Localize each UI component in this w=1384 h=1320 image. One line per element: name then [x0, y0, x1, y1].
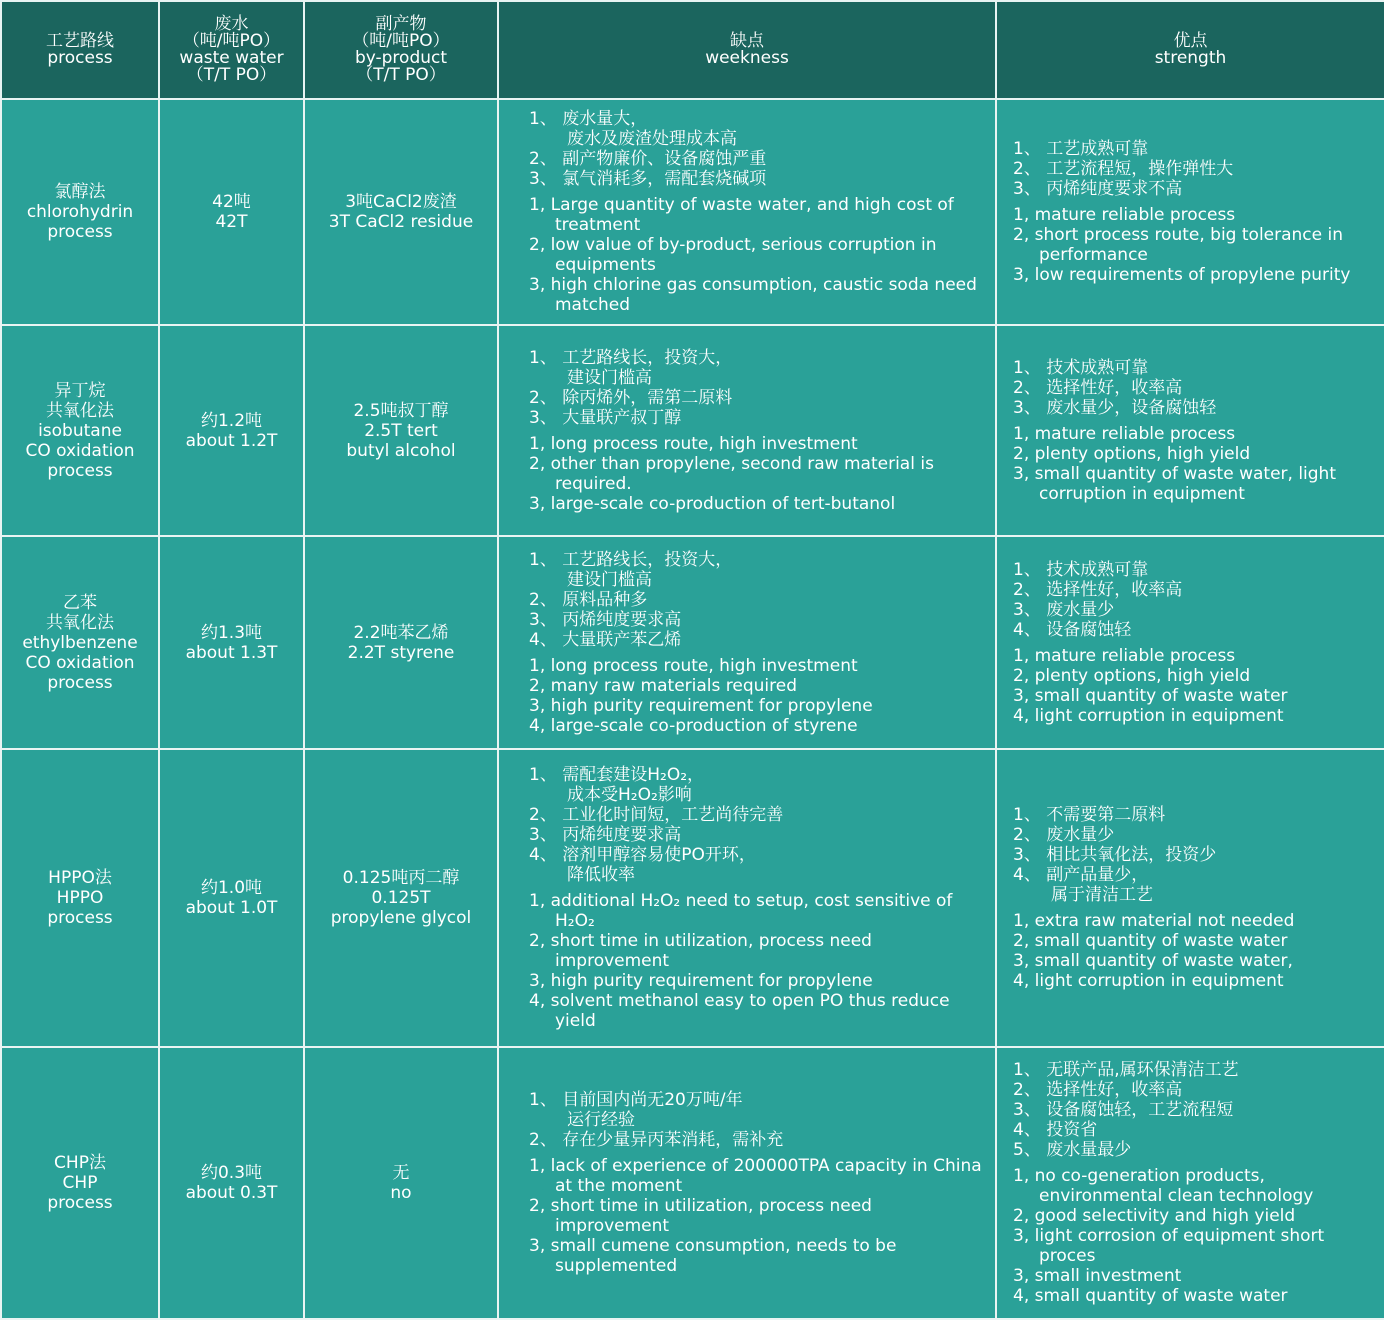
list-item: 1、 工艺路线长，投资大， 建设门槛高 — [529, 347, 733, 388]
header-line: waste water — [179, 48, 284, 68]
waste-water-cell — [159, 99, 304, 325]
waste-line: about 0.3T — [185, 1183, 278, 1203]
process-line: CHP法 — [54, 1153, 106, 1173]
weakness-cell — [498, 1047, 996, 1319]
process-line: HPPO法 — [48, 868, 112, 888]
list-item: 1、 工艺路线长，投资大， 建设门槛高 — [529, 549, 733, 590]
weakness-cell — [498, 749, 996, 1047]
header-line: 废水 — [214, 14, 249, 34]
list-item: 2、 副产物廉价、设备腐蚀严重 — [529, 149, 767, 169]
list-item: 1、 工艺成熟可靠 — [1013, 139, 1149, 159]
list-item: 2、 除丙烯外，需第二原料 — [529, 387, 733, 408]
weakness-list-cn — [529, 348, 989, 428]
process-cell — [1, 1047, 159, 1319]
waste-line: 约0.3吨 — [200, 1163, 263, 1183]
list-item: 4、 溶剂甲醇容易使PO开环， 降低收率 — [529, 845, 756, 885]
list-item: 3, high purity requirement for propylene — [529, 695, 873, 716]
weakness-list-en — [529, 434, 989, 514]
strength-list-en — [1013, 911, 1380, 991]
waste-water-cell — [159, 325, 304, 536]
list-item: 4、 大量联产苯乙烯 — [529, 629, 682, 650]
byproduct-cell — [304, 749, 498, 1047]
byproduct-line: 3T CaCl2 residue — [328, 212, 474, 232]
list-item: 1、 废水量大， 废水及废渣处理成本高 — [529, 109, 737, 149]
weakness-list-cn — [529, 109, 989, 189]
table-row — [1, 1047, 1384, 1319]
process-line: process — [47, 672, 113, 693]
byproduct-line: 2.5T tert — [364, 420, 438, 441]
waste-water-cell — [159, 1047, 304, 1319]
process-line: CHP — [62, 1173, 98, 1193]
process-cell — [1, 749, 159, 1047]
process-line: CO oxidation — [25, 652, 135, 673]
list-item: 4, small quantity of waste water — [1013, 1286, 1288, 1306]
list-item: 2, many raw materials required — [529, 675, 797, 696]
waste-line: 约1.0吨 — [200, 878, 263, 898]
strength-list-cn — [1013, 1060, 1380, 1160]
process-line: process — [47, 222, 113, 242]
list-item: 1、 目前国内尚无20万吨/年 运行经验 — [529, 1090, 743, 1130]
header-strength — [996, 1, 1384, 99]
header-line: （吨/吨PO） — [182, 31, 281, 51]
process-cell — [1, 99, 159, 325]
list-item: 4、 副产品量少， 属于清洁工艺 — [1013, 865, 1153, 905]
process-cell — [1, 325, 159, 536]
list-item: 2, good selectivity and high yield — [1013, 1206, 1296, 1226]
byproduct-cell — [304, 1047, 498, 1319]
strength-list-en — [1013, 646, 1380, 726]
strength-list-cn — [1013, 560, 1380, 640]
list-item: 1, mature reliable process — [1013, 645, 1236, 666]
strength-cell — [996, 749, 1384, 1047]
list-item: 1、 需配套建设H₂O₂， 成本受H₂O₂影响 — [529, 765, 705, 805]
list-item: 3, large-scale co-production of tert-butanol — [529, 493, 896, 514]
table-row — [1, 749, 1384, 1047]
waste-water-cell — [159, 749, 304, 1047]
process-line: 乙苯 — [63, 592, 97, 613]
waste-line: 42吨 — [212, 192, 251, 212]
header-line: 工艺路线 — [46, 31, 114, 51]
list-item: 4, large-scale co-production of styrene — [529, 715, 858, 736]
list-item: 3, small investment — [1013, 1266, 1182, 1286]
process-line: isobutane — [38, 420, 122, 441]
process-cell — [1, 536, 159, 749]
list-item: 2, small quantity of waste water — [1013, 931, 1288, 951]
byproduct-line: 无 — [392, 1163, 410, 1183]
header-line: （T/T PO） — [356, 65, 446, 85]
weakness-list-cn — [529, 550, 989, 650]
process-line: process — [47, 460, 113, 481]
list-item: 3, small cumene consumption, needs to be supplemented — [529, 1236, 897, 1276]
strength-cell — [996, 325, 1384, 536]
list-item: 2, short time in utilization, process need improvement — [529, 931, 872, 971]
list-item: 3、 设备腐蚀轻，工艺流程短 — [1013, 1100, 1234, 1120]
list-item: 1, additional H₂O₂ need to setup, cost sensitive of H₂O₂ — [529, 891, 953, 931]
header-line: （T/T PO） — [186, 65, 277, 85]
strength-list-en — [1013, 205, 1380, 285]
strength-cell — [996, 1047, 1384, 1319]
list-item: 3, small quantity of waste water — [1013, 685, 1288, 706]
process-line: process — [47, 908, 113, 928]
list-item: 1、 不需要第二原料 — [1013, 805, 1166, 825]
header-process — [1, 1, 159, 99]
list-item: 2、 选择性好，收率高 — [1013, 579, 1183, 600]
header-line: （吨/吨PO） — [352, 31, 450, 51]
list-item: 3、 氯气消耗多，需配套烧碱项 — [529, 169, 767, 189]
list-item: 1、 技术成熟可靠 — [1013, 357, 1149, 378]
list-item: 1, no co-generation products, environmental clean technology — [1013, 1166, 1314, 1206]
waste-line: 42T — [215, 212, 248, 232]
process-line: 共氧化法 — [46, 612, 114, 633]
list-item: 2, other than propylene, second raw material is required. — [529, 453, 934, 494]
header-line: by-product — [354, 48, 448, 68]
list-item: 3, small quantity of waste water, light corruption in equipment — [1013, 463, 1336, 504]
list-item: 3, high purity requirement for propylene — [529, 971, 873, 991]
byproduct-line: propylene glycol — [330, 908, 472, 928]
list-item: 1, long process route, high investment — [529, 433, 858, 454]
waste-line: 约1.3吨 — [200, 622, 263, 643]
weakness-list-en — [529, 1156, 989, 1276]
table-row — [1, 325, 1384, 536]
list-item: 3、 丙烯纯度要求不高 — [1013, 179, 1183, 199]
table-row — [1, 99, 1384, 325]
list-item: 2, plenty options, high yield — [1013, 665, 1251, 686]
list-item: 2, short process route, big tolerance in performance — [1013, 225, 1344, 265]
strength-cell — [996, 99, 1384, 325]
list-item: 2、 选择性好，收率高 — [1013, 377, 1183, 398]
header-line: strength — [1154, 48, 1227, 68]
list-item: 2、 工业化时间短，工艺尚待完善 — [529, 805, 784, 825]
process-line: 异丁烷 — [54, 380, 106, 401]
process-line: ethylbenzene — [22, 632, 138, 653]
list-item: 1, Large quantity of waste water, and high cost of treatment — [529, 195, 954, 235]
strength-list-cn — [1013, 805, 1380, 905]
list-item: 3、 相比共氧化法，投资少 — [1013, 845, 1217, 865]
process-line: process — [47, 1193, 113, 1213]
process-line: chlorohydrin — [26, 202, 134, 222]
byproduct-cell — [304, 536, 498, 749]
byproduct-cell — [304, 325, 498, 536]
header-line: 缺点 — [730, 31, 764, 51]
list-item: 3, light corrosion of equipment short proces — [1013, 1226, 1325, 1266]
header-line: 副产物 — [375, 14, 427, 34]
weakness-cell — [498, 99, 996, 325]
header-weakness — [498, 1, 996, 99]
process-line: CO oxidation — [25, 440, 135, 461]
byproduct-cell — [304, 99, 498, 325]
weakness-cell — [498, 536, 996, 749]
list-item: 4, light corruption in equipment — [1013, 971, 1284, 991]
list-item: 4, solvent methanol easy to open PO thus reduce yield — [529, 991, 950, 1031]
list-item: 2、 选择性好，收率高 — [1013, 1080, 1183, 1100]
strength-list-en — [1013, 1166, 1380, 1306]
waste-line: 约1.2吨 — [200, 410, 263, 431]
byproduct-line: butyl alcohol — [346, 440, 456, 461]
weakness-list-en — [529, 195, 989, 315]
byproduct-line: no — [390, 1183, 412, 1203]
byproduct-line: 2.2T styrene — [347, 642, 455, 663]
list-item: 4, light corruption in equipment — [1013, 705, 1284, 726]
header-line: weekness — [705, 48, 789, 68]
weakness-list-en — [529, 891, 989, 1031]
weakness-list-en — [529, 656, 989, 736]
process-line: 氯醇法 — [54, 182, 106, 202]
weakness-list-cn — [529, 765, 989, 885]
header-line: 优点 — [1173, 31, 1208, 51]
weakness-list-cn — [529, 1090, 989, 1150]
list-item: 2、 工艺流程短，操作弹性大 — [1013, 159, 1234, 179]
header-line: process — [47, 48, 113, 68]
waste-line: about 1.2T — [185, 430, 278, 451]
process-line: 共氧化法 — [46, 400, 114, 421]
byproduct-line: 2.2吨苯乙烯 — [353, 622, 449, 643]
weakness-cell — [498, 325, 996, 536]
list-item: 2、 原料品种多 — [529, 589, 648, 610]
list-item: 1, long process route, high investment — [529, 655, 858, 676]
strength-list-en — [1013, 424, 1380, 504]
list-item: 4、 设备腐蚀轻 — [1013, 619, 1132, 640]
list-item: 2, plenty options, high yield — [1013, 443, 1251, 464]
list-item: 1, lack of experience of 200000TPA capacity in China at the moment — [529, 1156, 982, 1196]
list-item: 3、 废水量少，设备腐蚀轻 — [1013, 397, 1217, 418]
list-item: 5、 废水量最少 — [1013, 1140, 1132, 1160]
list-item: 2, short time in utilization, process need improvement — [529, 1196, 872, 1236]
waste-water-cell — [159, 536, 304, 749]
list-item: 3、 丙烯纯度要求高 — [529, 609, 682, 630]
list-item: 3、 废水量少 — [1013, 599, 1115, 620]
byproduct-line: 3吨CaCl2废渣 — [345, 192, 457, 212]
list-item: 3, small quantity of waste water, — [1013, 951, 1293, 971]
list-item: 1、 技术成熟可靠 — [1013, 559, 1149, 580]
strength-list-cn — [1013, 358, 1380, 418]
list-item: 1, mature reliable process — [1013, 423, 1236, 444]
header-row — [1, 1, 1384, 99]
list-item: 3, high chlorine gas consumption, caustic soda need matched — [529, 275, 977, 315]
waste-line: about 1.0T — [185, 898, 278, 918]
strength-cell — [996, 536, 1384, 749]
header-byproduct — [304, 1, 498, 99]
waste-line: about 1.3T — [185, 642, 278, 663]
list-item: 2, low value of by-product, serious corruption in equipments — [529, 235, 937, 275]
header-waste-water — [159, 1, 304, 99]
byproduct-line: 0.125T — [371, 888, 431, 908]
list-item: 3、 丙烯纯度要求高 — [529, 825, 682, 845]
list-item: 4、 投资省 — [1013, 1120, 1098, 1140]
byproduct-line: 0.125吨丙二醇 — [342, 868, 460, 888]
list-item: 3、 大量联产叔丁醇 — [529, 407, 682, 428]
list-item: 2、 存在少量异丙苯消耗，需补充 — [529, 1130, 784, 1150]
list-item: 1、 无联产品,属环保清洁工艺 — [1013, 1060, 1239, 1080]
list-item: 3, low requirements of propylene purity — [1013, 265, 1351, 285]
strength-list-cn — [1013, 139, 1380, 199]
byproduct-line: 2.5吨叔丁醇 — [353, 400, 449, 421]
list-item: 2、 废水量少 — [1013, 825, 1115, 845]
table-row — [1, 536, 1384, 749]
process-line: HPPO — [56, 888, 104, 908]
list-item: 1, extra raw material not needed — [1013, 911, 1295, 931]
list-item: 1, mature reliable process — [1013, 205, 1236, 225]
